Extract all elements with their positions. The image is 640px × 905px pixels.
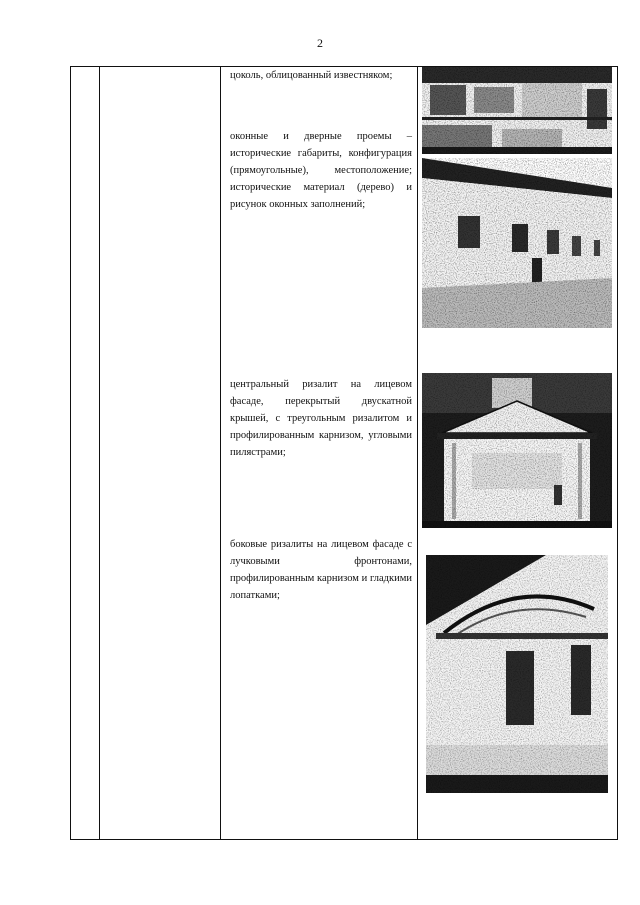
column-divider-2 bbox=[220, 66, 221, 840]
table-row-4-text bbox=[230, 536, 412, 604]
page-number: 2 bbox=[317, 36, 323, 50]
table-row-1-text bbox=[230, 67, 412, 84]
plinth-photo bbox=[422, 67, 612, 154]
table-row-2-text bbox=[230, 128, 412, 213]
table-right-border bbox=[617, 66, 618, 840]
table-bottom-border bbox=[70, 839, 618, 840]
table-row-3-text bbox=[230, 376, 412, 461]
column-divider-1 bbox=[99, 66, 100, 840]
central-risalit-photo bbox=[422, 373, 612, 528]
row-text: цоколь, облицованный известняком; bbox=[230, 70, 393, 81]
row-text: боковые ризалиты на лицевом фасаде с лучковыми фронтонами, профилированным карнизом и гладкими лопатками; bbox=[230, 539, 412, 601]
windows-facade-photo bbox=[422, 158, 612, 328]
row-text: центральный ризалит на лицевом фасаде, перекрытый двускатной крышей, с треугольным ризалитом и профилированным карнизом, угловыми пилястрами; bbox=[230, 379, 412, 458]
column-divider-3 bbox=[417, 66, 418, 840]
side-risalit-photo bbox=[426, 555, 608, 793]
table-left-border bbox=[70, 66, 71, 840]
row-text: оконные и дверные проемы – исторические габариты, конфигурация (прямоугольные), местоположение; исторические материал (дерево) и рисунок оконных заполнений; bbox=[230, 131, 412, 210]
